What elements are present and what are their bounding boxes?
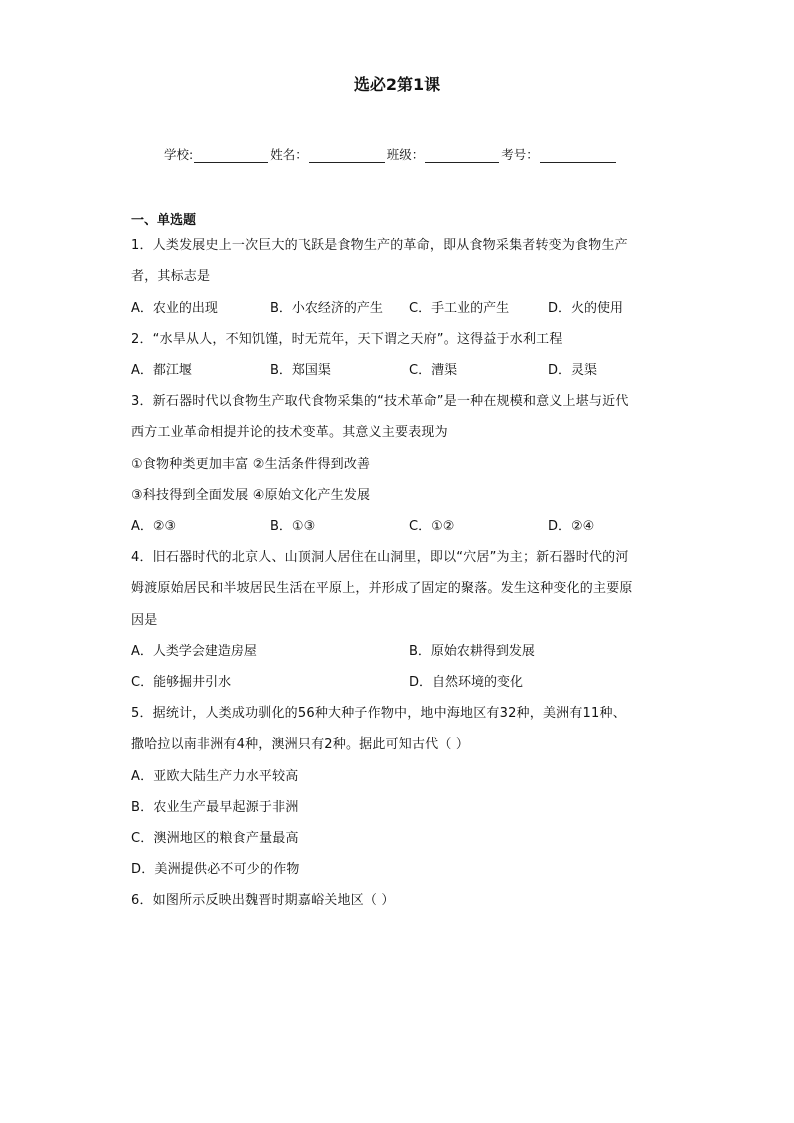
q5-option-c[interactable]: C．澳洲地区的粮食产量最高: [131, 831, 299, 846]
q4-option-d[interactable]: D．自然环境的变化: [409, 675, 524, 690]
q4-option-c[interactable]: C．能够掘井引水: [131, 675, 232, 690]
question-1-options: [131, 297, 687, 316]
q4-option-b[interactable]: B．原始农耕得到发展: [409, 644, 535, 659]
q1-option-a[interactable]: A．农业的出现: [131, 301, 218, 316]
section-heading: 一、单选题: [131, 213, 197, 228]
question-3-line-3: ①食物种类更加丰富 ②生活条件得到改善: [131, 457, 371, 472]
q2-option-c[interactable]: C．漕渠: [409, 363, 458, 378]
question-3-line-2: 西方工业革命相提并论的技术变革。其意义主要表现为: [131, 425, 448, 440]
q3-option-b[interactable]: B．①③: [270, 519, 316, 534]
name-label: 姓名：: [270, 147, 308, 162]
question-2-options: [131, 359, 687, 378]
question-3-line-4: ③科技得到全面发展 ④原始文化产生发展: [131, 488, 371, 503]
exam-number-blank[interactable]: [540, 148, 616, 163]
name-blank[interactable]: [309, 148, 385, 163]
question-1-line-1: 1．人类发展史上一次巨大的飞跃是食物生产的革命，即从食物采集者转变为食物生产: [131, 238, 628, 253]
q1-option-d[interactable]: D．火的使用: [548, 301, 624, 316]
class-label: 班级：: [386, 147, 425, 162]
document-title: 选必2第1课: [353, 75, 441, 94]
q5-option-a[interactable]: A．亚欧大陆生产力水平较高: [131, 769, 299, 784]
q2-option-a[interactable]: A．都江堰: [131, 363, 192, 378]
class-blank[interactable]: [425, 148, 499, 163]
question-4-options-row-1: [131, 640, 687, 659]
q4-option-a[interactable]: A．人类学会建造房屋: [131, 644, 257, 659]
q3-option-a[interactable]: A．②③: [131, 519, 177, 534]
q3-option-d[interactable]: D．②④: [548, 519, 595, 534]
q1-option-b[interactable]: B．小农经济的产生: [270, 301, 383, 316]
question-4-options-row-2: [131, 671, 687, 690]
exam-number-label: 考号：: [501, 147, 539, 162]
q1-option-c[interactable]: C．手工业的产生: [409, 301, 510, 316]
question-6-line-1: 6．如图所示反映出魏晋时期嘉峪关地区（ ）: [131, 893, 395, 908]
q5-option-b[interactable]: B．农业生产最早起源于非洲: [131, 800, 299, 815]
question-3-options: [131, 515, 687, 534]
student-info-row: [164, 145, 618, 163]
q2-option-d[interactable]: D．灵渠: [548, 363, 598, 378]
question-5-line-2: 撒哈拉以南非洲有4种，澳洲只有2种。据此可知古代（ ）: [131, 737, 470, 752]
question-1-line-2: 者，其标志是: [131, 269, 211, 284]
school-blank[interactable]: [194, 148, 268, 163]
question-4-line-3: 因是: [131, 613, 158, 628]
question-3-line-1: 3．新石器时代以食物生产取代食物采集的“技术革命”是一种在规模和意义上堪与近代: [131, 394, 629, 409]
q3-option-c[interactable]: C．①②: [409, 519, 455, 534]
question-4-line-1: 4．旧石器时代的北京人、山顶洞人居住在山洞里，即以“穴居”为主；新石器时代的河: [131, 550, 629, 565]
q2-option-b[interactable]: B．郑国渠: [270, 363, 331, 378]
q5-option-d[interactable]: D．美洲提供必不可少的作物: [131, 862, 300, 877]
question-2-line-1: 2．“水旱从人，不知饥馑，时无荒年，天下谓之天府”。这得益于水利工程: [131, 332, 563, 347]
question-5-line-1: 5．据统计，人类成功驯化的56种大种子作物中，地中海地区有32种，美洲有11种、: [131, 706, 626, 721]
school-label: 学校:: [164, 147, 194, 162]
question-4-line-2: 姆渡原始居民和半坡居民生活在平原上，并形成了固定的聚落。发生这种变化的主要原: [131, 581, 633, 596]
